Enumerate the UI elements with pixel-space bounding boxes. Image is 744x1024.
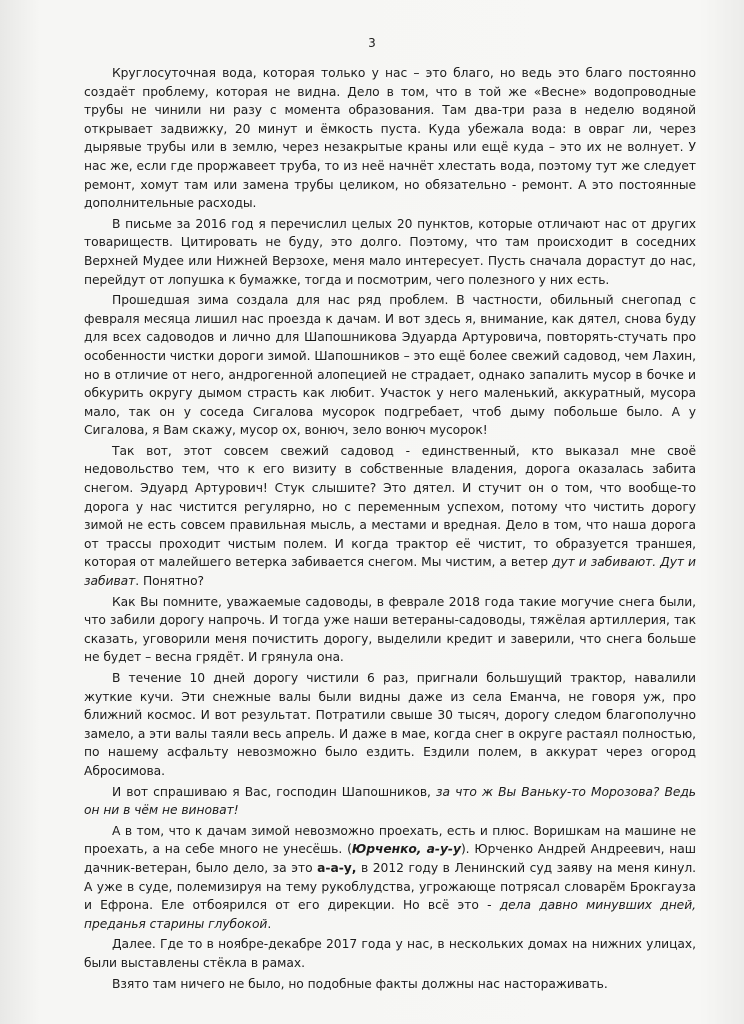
paragraph-text: И вот спрашиваю я Вас, господин Шапошников, (112, 784, 436, 799)
paragraph-text: Круглосуточная вода, которая только у нас – это благо, но ведь это благо постоянно создаёт проблему, которая не видна. Дело в том, что в той же «Весне» водопроводные трубы не чинили ни разу с момента образования. Там два-три раза в неделю водяной открывает задвижку, 20 минут и ёмкость пуста. Куда убежала вода: в овраг ли, через дырявые трубы или в землю, через незакрытые краны или ещё куда – это их не волнует. У нас же, если где проржавеет труба, то из неё начнёт хлестать вода, поэтому тут же следует ремонт, хомут там или замена трубы целиком, но обязательно - ремонт. А это постоянные дополнительные расходы. (84, 66, 696, 211)
paragraph-text: В письме за 2016 год я перечислил целых 20 пунктов, которые отличают нас от других товариществ. Цитировать не буду, это долго. Поэтому, что там происходит в соседних Верхней Мудее или Нижней Верзохе, меня мало интересует. Пусть сначала дорастут до нас, перейдут от лопушка к бумажке, тогда и посмотрим, чего полезного у них есть. (84, 216, 696, 287)
paragraph-text: . Понятно? (135, 574, 205, 589)
paragraph-text: Прошедшая зима создала для нас ряд проблем. В частности, обильный снегопад с февраля месяца лишил нас проезда к дачам. И вот здесь я, внимание, как дятел, снова буду для всех садоводов и лично для Шапошникова Эдуарда Артуровича, повторять-стучать про особенности чистки дороги зимой. Шапошников – это ещё более свежий садовод, чем Лахин, но в отличие от него, андрогенной алопецией не страдает, однако запалить мусор в бочке и обкурить округу дымом страсть как любит. Участок у него маленький, аккуратный, мусора мало, так он у соседа Сигалова мусорок подгребает, чтоб дыму побольше было. А у Сигалова, я Вам скажу, мусор ох, вонюч, зело вонюч мусорок! (84, 293, 696, 438)
paragraph-text: Далее. Где то в ноябре-декабре 2017 года у нас, в нескольких домах на нижних улицах, были выставлены стёкла в рамах. (84, 937, 696, 970)
paragraph (84, 822, 696, 934)
paragraph-bold-italic-text: Юрченко, а-у-у (351, 842, 461, 857)
paragraph (84, 64, 696, 213)
paragraph-text: А в том, что к дачам зимой невозможно проехать, есть и плюс. Воришкам на машине не проехать, а на себе много не унесёшь. ( (84, 823, 696, 857)
paragraph (84, 783, 696, 820)
paragraph (84, 442, 696, 591)
paragraph-bold-text: а-а-у, (317, 860, 357, 875)
paragraph-italic-text: дела давно минувших дней, преданья старины глубокой (84, 898, 697, 931)
paragraph-italic-text: дут и забивают. Дут и забиват (84, 555, 696, 589)
paragraph (84, 669, 696, 781)
paragraph-text: В течение 10 дней дорогу чистили 6 раз, пригнали большущий трактор, навалили жуткие кучи. Эти снежные валы были видны даже из села Еманча, не говоря уж, про ближний космос. И вот результат. Потратили свыше 30 тысяч, дорогу следом благополучно замело, а эти валы таяли весь апрель. И даже в мае, когда снег в округе растаял полностью, по нашему асфальту невозможно было ездить. Ездили полем, в аккурат через огород Абросимова. (84, 671, 696, 778)
paragraph (84, 291, 696, 440)
paragraph-text: Так вот, этот совсем свежий садовод - единственный, кто выказал мне своё недовольство тем, что к его визиту в собственные владения, дорога оказалась забита снегом. Эдуард Артурович! Стук слышите? Это дятел. И стучит он о том, что вообще-то дорога у нас чистится регулярно, но с переменным успехом, потому что чистить дорогу зимой не есть совсем правильная мысль, а местами и вредная. Дело в том, что наша дорога от трассы проходит чистым полем. И когда трактор её чистит, то образуется траншея, которая от малейшего ветерка забивается снегом. Мы чистим, а ветер (84, 443, 696, 570)
paragraph (84, 935, 696, 972)
page-number: 3 (368, 36, 376, 50)
paragraph-text: . (267, 916, 272, 931)
paragraph-text: Как Вы помните, уважаемые садоводы, в феврале 2018 года такие могучие снега были, что забили дорогу напрочь. И тогда уже наши ветераны-садоводы, тяжёлая артиллерия, так сказать, уговорили меня почистить дорогу, выделили кредит и заверили, что снега больше не будет – весна грядёт. И грянула она. (84, 594, 696, 665)
paragraph (84, 975, 696, 994)
paragraph-text: Взято там ничего не было, но подобные факты должны нас настораживать. (112, 976, 608, 991)
paragraph-text: в 2012 году в Ленинский суд заяву на меня кинул. А уже в суде, полемизируя на тему рукоблудства, угрожающе потрясал словарём Брокгауза и Ефрона. Еле отбоярился от его дирекции. Но всё это - (84, 860, 696, 913)
paragraph (84, 593, 696, 667)
paragraph-italic-text: за что ж Вы Ваньку-то Морозова? Ведь он ни в чём не виноват! (84, 784, 696, 818)
document-body (84, 64, 696, 993)
paragraph-text: ). Юрченко Андрей Андреевич, наш дачник-ветеран, было дело, за это (84, 842, 696, 875)
paragraph (84, 215, 696, 289)
